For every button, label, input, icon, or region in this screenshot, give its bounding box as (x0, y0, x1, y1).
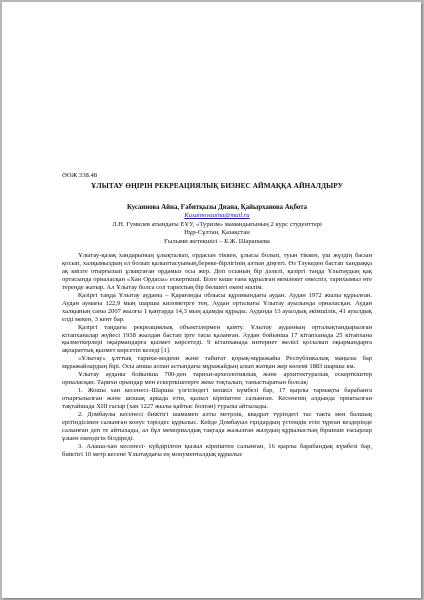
udc-code: ӘОЖ 338.48 (62, 172, 98, 179)
affiliation-location: Нұр-Сұлтан, Қазақстан (184, 229, 250, 236)
author-email-link[interactable]: Kusainovaaina@mail.ru (184, 212, 250, 219)
document-page (2, 2, 421, 598)
article-body (62, 172, 372, 459)
article-title: ҰЛЫТАУ ӨҢІРІН РЕКРЕАЦИЯЛЫҚ БИЗНЕС АЙМАҚҚА АЙНАЛДЫРУ (91, 182, 343, 190)
authors: Кусаинова Айна, Ғабитқызы Диана, Қайырханова Ақбота (126, 204, 308, 211)
paragraph-3: Қазіргі таңдағы рекреациялық объектілермен қамту. Ұлытау ауданның орталықтандырылған кітапханалар жүйесі 1938 жылдан бастап ірге тасы қаланған. Аудан бойынша 17 кітапханада 25 кітапхана қызметкерлері оқырмандарға қызмет көрсетеді. 9 кітапханада интернет желісі қосылып оқырмандарға ақпараттық қызмет көрсетіп келеді [1]. (62, 323, 372, 355)
paragraph-4: «Ұлытау» ұлттық тарихи-мәдени және табиғат қорық-мұражайы Республикалық маңызы бар мұражайлардың бірі. Осы аншы аспан астындағы мұражайдың алып жатқан жер көлемі 1883 шаршы км. (62, 355, 372, 371)
paragraph-2: Қазіргі таңда Ұлытау ауданы – Қарағанды облысы құрамындағы аудан. Аудан 1972 жылы құрылған. Аудан аумағы 122,9 мың шаршы километрге тең. Аудан орталығы Ұлытау ауылында орналасқан. Аудан халқының саны 2007 жылғы 1 қаңтарда 14,3 мың адамды құрады. Ауданда 13 ауылдық әкімшілік, 41 ауылдық елді мекен, 3 кент бар. (62, 291, 372, 323)
supervisor: Ғылыми жетекшісі – Б.Ж. Шарапаева (164, 237, 270, 245)
paragraph-5: Ұлытау ауданы бойынша 700-ден тарихи-археологиялық және архитектуралық ескерткіштер орналасқан. Тарихи орындар мен ескерткіштерге жеке тоқталып, таныстыратын болсақ: (62, 371, 372, 387)
paragraph-6: 1. Жошы хан кесенесі–Шаршы үлгісіндегі кешкіл күмбезі бар, 17 қырлы тармақты барабанға отырғызылған және шошақ аркада етін, қызыл кірпіштен салынған. Кесененің алдында орнатылған тақтайшада XIII ғасыр (хан 1227 жылы қайтыс болған) туралы айтылады. (62, 387, 372, 411)
affiliation-university: Л.Н. Гумилев атындағы ЕҰУ, «Туризм» мамандығының 2 курс студенттері (112, 220, 322, 228)
paragraph-1: Ұлытау-қазақ хандарының ұлықталып, ордасын тіккен, ұлысы болып, туын тіккен, үш жүздің басын қосып, халқымыздың ел болып қалыптасуының,береке-бірлігінің алтын діңгегі. Өз Тәукеден бастап хандыққа ақ киізге отырғызып ұлықтаған ордамыз осы жер. Доп осының бір дәлелі, қазіргі таңда Ұлытаудың қақ ортасында орналасқан «Хан Ордасы» ескерткіші. Бізге кеше ғана құрылған мемлекет емеспіз, тарихымыз өте тереңде жатыр. Ал Ұлытау болса сол тарихтың бір бөлшегі екені мәлім. (62, 252, 372, 291)
paragraph-7: 2. Домбаулы кесенесі биіктігі шамамен алты метрлік, квадрат түріндегі тас такта мен балшық ерітіндісімен салынған конус тәріздес құрылыс. Кейде Домбауыл ғұндардың үстемдік етіп тұрған кездерінде салынған деп те айтылады, ал бұл мемориалдық тақтада жазылған жазудың құрылыстың біршеше ғасырлар ұзыен екендігін білдіреді. (62, 411, 372, 442)
paragraph-8: 3. Алаша-хан кесенесі- күйдірілген қызыл кірпіштен салынған, 16 қырлы барабандық күмбезі бар, биіктігі 10 метр кесене Ұлытаудағы ең монументалдық құрылыс (62, 442, 372, 458)
